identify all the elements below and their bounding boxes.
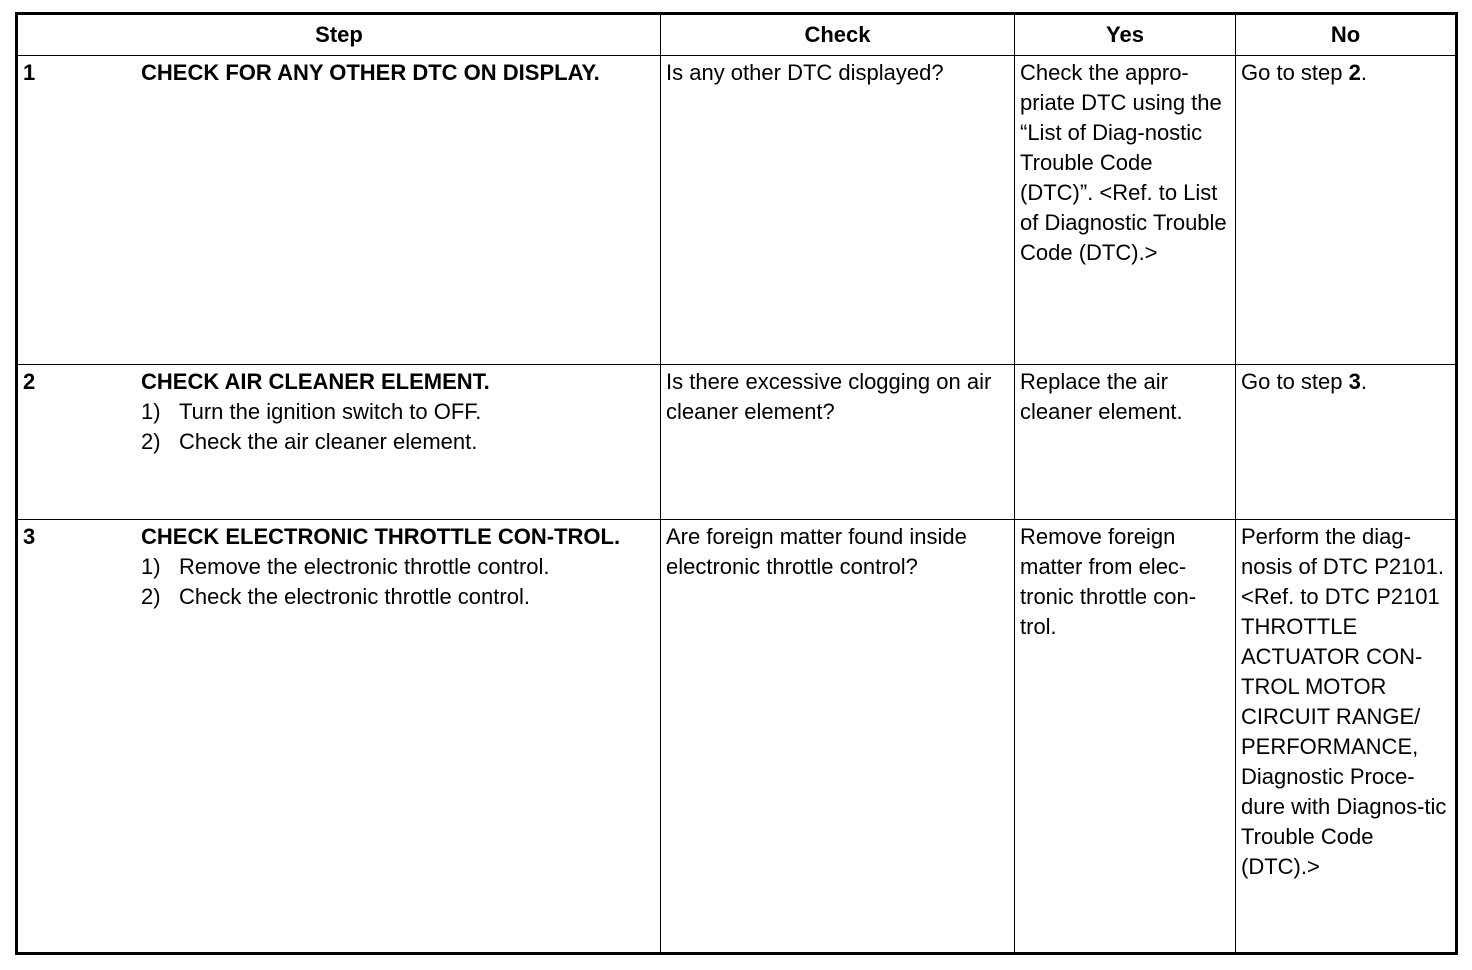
check-cell: Are foreign matter found inside electronic throttle control? [661, 520, 1015, 954]
substep-text: Turn the ignition switch to OFF. [179, 399, 482, 424]
header-no: No [1236, 14, 1457, 56]
header-check: Check [661, 14, 1015, 56]
yes-cell: Check the appro-priate DTC using the “List of Diag-nostic Trouble Code (DTC)”. <Ref. to List of Diagnostic Trouble Code (DTC).> [1015, 56, 1236, 365]
step-title: CHECK AIR CLEANER ELEMENT. [141, 369, 490, 394]
no-suffix: . [1360, 369, 1367, 394]
substep-text: Check the electronic throttle control. [179, 584, 530, 609]
header-step: Step [17, 14, 661, 56]
substep-number: 2) [141, 429, 161, 454]
no-cell [1236, 56, 1457, 365]
no-step-link: 3 [1348, 369, 1361, 394]
step-title: CHECK FOR ANY OTHER DTC ON DISPLAY. [141, 60, 600, 85]
check-cell: Is any other DTC displayed? [661, 56, 1015, 365]
no-text: Go to step [1241, 60, 1349, 85]
check-cell: Is there excessive clogging on air cleaner element? [661, 365, 1015, 520]
header-yes: Yes [1015, 14, 1236, 56]
substep [141, 582, 655, 612]
step-cell [17, 365, 661, 520]
step-title: CHECK ELECTRONIC THROTTLE CON-TROL. [141, 524, 621, 549]
step-number: 3 [23, 524, 36, 549]
no-step-link: 2 [1348, 60, 1361, 85]
table-row [17, 365, 1457, 520]
no-cell: Perform the diag-nosis of DTC P2101. <Ref. to DTC P2101 THROTTLE ACTUATOR CON-TROL MOTOR CIRCUIT RANGE/ PERFORMANCE, Diagnostic Proce-dure with Diagnos-tic Trouble Code (DTC).> [1236, 520, 1457, 954]
substep-number: 1) [141, 399, 161, 424]
step-number: 1 [23, 60, 36, 85]
yes-cell: Remove foreign matter from elec-tronic throttle con-trol. [1015, 520, 1236, 954]
no-text: Go to step [1241, 369, 1349, 394]
step-cell [17, 520, 661, 954]
substep-number: 2) [141, 584, 161, 609]
diagnostic-table [15, 12, 1458, 955]
no-suffix: . [1360, 60, 1367, 85]
step-number: 2 [23, 369, 36, 394]
substep-text: Check the air cleaner element. [179, 429, 478, 454]
table-row [17, 520, 1457, 954]
substep-number: 1) [141, 554, 161, 579]
yes-cell: Replace the air cleaner element. [1015, 365, 1236, 520]
substep [141, 552, 655, 582]
substep [141, 397, 655, 427]
step-cell [17, 56, 661, 365]
no-cell [1236, 365, 1457, 520]
substep-text: Remove the electronic throttle control. [179, 554, 550, 579]
substep [141, 427, 655, 457]
table-row [17, 56, 1457, 365]
header-row [17, 14, 1457, 56]
